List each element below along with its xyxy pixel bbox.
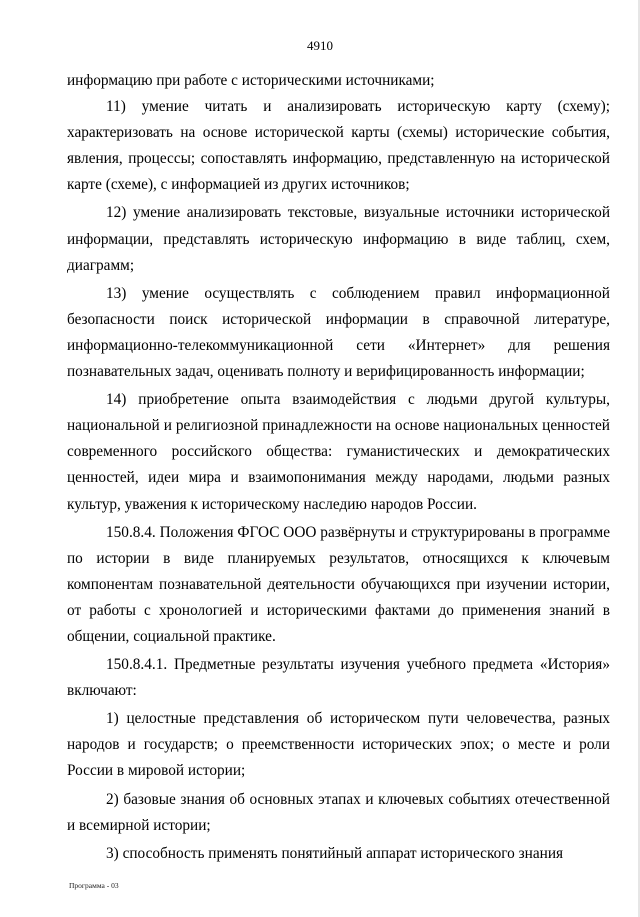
page-number: 4910 xyxy=(307,38,333,53)
list-item-14: 14) приобретение опыта взаимодействия с людьми другой культуры, национальной и религиозной принадлежности на основе национальных ценностей современного российского общества: гуманистических и демократических ценностей, идеи мира и взаимопонимания между народами, людьми разных культур, уважения к историческому наследию народов России. xyxy=(67,391,610,513)
page-footer: Программа - 03 xyxy=(69,881,119,890)
section-150-8-4-1: 150.8.4.1. Предметные результаты изучения учебного предмета «История» включают: xyxy=(67,656,610,700)
list-item-11: 11) умение читать и анализировать историческую карту (схему); характеризовать на основе исторической карты (схемы) исторические события, явления, процессы; сопоставлять информацию, представленную на исторической карте (схеме), с информацией из других источников; xyxy=(67,98,610,194)
paragraph-continuation: информацию при работе с историческими источниками; xyxy=(67,72,435,89)
document-body xyxy=(67,68,610,867)
result-item-2: 2) базовые знания об основных этапах и ключевых событиях отечественной и всемирной истории; xyxy=(67,790,610,834)
list-item-12: 12) умение анализировать текстовые, визуальные источники исторической информации, представлять историческую информацию в виде таблиц, схем, диаграмм; xyxy=(67,204,610,274)
section-150-8-4: 150.8.4. Положения ФГОС ООО развёрнуты и структурированы в программе по истории в виде планируемых результатов, относящихся к ключевым компонентам познавательной деятельности обучающихся при изучении истории, от работы с хронологией и историческими фактами до применения знаний в общении, социальной практике. xyxy=(67,523,610,645)
result-item-1: 1) целостные представления об историческом пути человечества, разных народов и государств; о преемственности исторических эпох; о месте и роли России в мировой истории; xyxy=(67,710,610,780)
result-item-3: 3) способность применять понятийный аппарат исторического знания xyxy=(106,844,564,862)
list-item-13: 13) умение осуществлять с соблюдением правил информационной безопасности поиск исторической информации в справочной литературе, информационно-телекоммуникационной сети «Интернет» для решения познавательных задач, оценивать полноту и верифицированность информации; xyxy=(67,284,610,381)
